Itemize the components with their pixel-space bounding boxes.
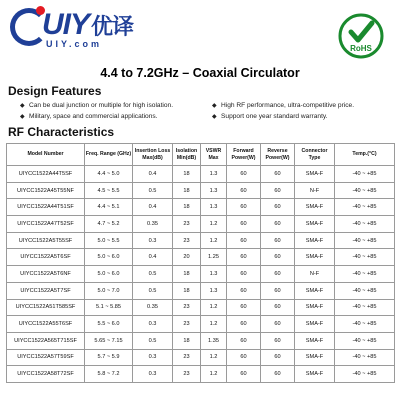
cell-vswr: 1.2	[201, 349, 227, 366]
feature-item: ◆ Can be dual junction or multiple for high isolation.	[20, 100, 173, 112]
cell-temp: -40 ~ +85	[335, 332, 395, 349]
cell-connector: SMA-F	[295, 249, 335, 266]
logo-wordmark: UIY优译	[42, 8, 134, 41]
cell-forward-power: 60	[227, 199, 261, 216]
col-header-connector: Connector Type	[295, 144, 335, 166]
cell-insertion-loss: 0.3	[133, 316, 173, 333]
cell-freq: 5.0 ~ 6.0	[85, 249, 133, 266]
cell-forward-power: 60	[227, 299, 261, 316]
cell-insertion-loss: 0.5	[133, 332, 173, 349]
cell-freq: 5.0 ~ 5.5	[85, 232, 133, 249]
feature-item: ◆ Military, space and commercial applications.	[20, 111, 158, 123]
cell-model: UIYCC1522A45T55NF	[7, 182, 85, 199]
page-header	[0, 0, 400, 55]
cell-freq: 5.1 ~ 5.85	[85, 299, 133, 316]
cell-connector: SMA-F	[295, 349, 335, 366]
cell-freq: 4.7 ~ 5.2	[85, 216, 133, 233]
table-row	[7, 316, 395, 333]
cell-forward-power: 60	[227, 249, 261, 266]
cell-connector: SMA-F	[295, 232, 335, 249]
cell-reverse-power: 60	[261, 182, 295, 199]
diamond-bullet-icon: ◆	[20, 114, 25, 120]
feature-item: ◆ Support one year standard warranty.	[212, 111, 328, 123]
cell-forward-power: 60	[227, 282, 261, 299]
cell-connector: SMA-F	[295, 332, 335, 349]
rohs-badge-icon	[337, 12, 385, 60]
rf-characteristics-heading: RF Characteristics	[8, 125, 115, 139]
cell-model: UIYCC1522A55T6SF	[7, 316, 85, 333]
cell-connector: SMA-F	[295, 282, 335, 299]
cell-insertion-loss: 0.4	[133, 166, 173, 183]
table-row	[7, 332, 395, 349]
cell-model: UIYCC1522A5T55SF	[7, 232, 85, 249]
col-header-vswr: VSWR Max	[201, 144, 227, 166]
cell-connector: SMA-F	[295, 366, 335, 383]
cell-reverse-power: 60	[261, 232, 295, 249]
cell-reverse-power: 60	[261, 249, 295, 266]
cell-reverse-power: 60	[261, 332, 295, 349]
cell-temp: -40 ~ +85	[335, 199, 395, 216]
cell-vswr: 1.35	[201, 332, 227, 349]
cell-reverse-power: 60	[261, 299, 295, 316]
cell-forward-power: 60	[227, 316, 261, 333]
cell-model: UIYCC1522A58T72SF	[7, 366, 85, 383]
cell-reverse-power: 60	[261, 349, 295, 366]
cell-freq: 5.8 ~ 7.2	[85, 366, 133, 383]
cell-freq: 4.4 ~ 5.1	[85, 199, 133, 216]
cell-vswr: 1.3	[201, 166, 227, 183]
cell-insertion-loss: 0.35	[133, 216, 173, 233]
cell-insertion-loss: 0.5	[133, 182, 173, 199]
cell-insertion-loss: 0.3	[133, 232, 173, 249]
cell-model: UIYCC1522A57T59SF	[7, 349, 85, 366]
cell-isolation: 23	[173, 232, 201, 249]
cell-reverse-power: 60	[261, 282, 295, 299]
cell-isolation: 18	[173, 199, 201, 216]
cell-insertion-loss: 0.4	[133, 249, 173, 266]
cell-reverse-power: 60	[261, 199, 295, 216]
cell-isolation: 18	[173, 266, 201, 283]
cell-connector: N-F	[295, 266, 335, 283]
cell-freq: 5.0 ~ 7.0	[85, 282, 133, 299]
col-header-reverse-power: Reverse Power(W)	[261, 144, 295, 166]
cell-isolation: 23	[173, 366, 201, 383]
cell-reverse-power: 60	[261, 216, 295, 233]
rf-characteristics-table-container	[6, 143, 394, 383]
cell-temp: -40 ~ +85	[335, 349, 395, 366]
cell-vswr: 1.2	[201, 299, 227, 316]
cell-freq: 5.0 ~ 6.0	[85, 266, 133, 283]
cell-temp: -40 ~ +85	[335, 232, 395, 249]
cell-temp: -40 ~ +85	[335, 282, 395, 299]
col-header-forward-power: Forward Power(W)	[227, 144, 261, 166]
cell-temp: -40 ~ +85	[335, 216, 395, 233]
cell-temp: -40 ~ +85	[335, 316, 395, 333]
cell-temp: -40 ~ +85	[335, 249, 395, 266]
cell-insertion-loss: 0.3	[133, 349, 173, 366]
diamond-bullet-icon: ◆	[212, 114, 217, 120]
cell-insertion-loss: 0.5	[133, 266, 173, 283]
cell-freq: 5.65 ~ 7.15	[85, 332, 133, 349]
cell-vswr: 1.2	[201, 366, 227, 383]
cell-insertion-loss: 0.3	[133, 366, 173, 383]
cell-isolation: 18	[173, 282, 201, 299]
logo-subtext: UIY.com	[46, 39, 103, 49]
cell-isolation: 18	[173, 166, 201, 183]
table-row	[7, 199, 395, 216]
cell-model: UIYCC1522A5T6SF	[7, 249, 85, 266]
design-features-heading: Design Features	[8, 84, 102, 98]
cell-connector: SMA-F	[295, 199, 335, 216]
table-row	[7, 182, 395, 199]
col-header-insertion-loss: Insertion Loss Max(dB)	[133, 144, 173, 166]
company-logo	[6, 2, 156, 54]
table-row	[7, 366, 395, 383]
table-row	[7, 232, 395, 249]
cell-model: UIYCC1522A565T715SF	[7, 332, 85, 349]
cell-connector: SMA-F	[295, 216, 335, 233]
cell-isolation: 23	[173, 349, 201, 366]
cell-connector: SMA-F	[295, 299, 335, 316]
cell-temp: -40 ~ +85	[335, 299, 395, 316]
cell-reverse-power: 60	[261, 166, 295, 183]
cell-connector: SMA-F	[295, 316, 335, 333]
table-row	[7, 299, 395, 316]
col-header-freq: Freq. Range (GHz)	[85, 144, 133, 166]
cell-model: UIYCC1522A44T5SF	[7, 166, 85, 183]
cell-vswr: 1.25	[201, 249, 227, 266]
cell-temp: -40 ~ +85	[335, 366, 395, 383]
table-row	[7, 166, 395, 183]
cell-freq: 4.4 ~ 5.0	[85, 166, 133, 183]
table-row	[7, 282, 395, 299]
cell-connector: SMA-F	[295, 166, 335, 183]
col-header-isolation: Isolation Min(dB)	[173, 144, 201, 166]
rohs-label: RoHS	[350, 44, 372, 53]
diamond-bullet-icon: ◆	[212, 103, 217, 109]
cell-model: UIYCC1522A5T6NF	[7, 266, 85, 283]
cell-forward-power: 60	[227, 166, 261, 183]
cell-forward-power: 60	[227, 366, 261, 383]
cell-forward-power: 60	[227, 332, 261, 349]
cell-forward-power: 60	[227, 349, 261, 366]
cell-temp: -40 ~ +85	[335, 266, 395, 283]
cell-insertion-loss: 0.4	[133, 199, 173, 216]
cell-isolation: 23	[173, 216, 201, 233]
cell-temp: -40 ~ +85	[335, 166, 395, 183]
cell-insertion-loss: 0.5	[133, 282, 173, 299]
cell-connector: N-F	[295, 182, 335, 199]
cell-model: UIYCC1522A5T7SF	[7, 282, 85, 299]
cell-freq: 5.7 ~ 5.9	[85, 349, 133, 366]
page-title: 4.4 to 7.2GHz – Coaxial Circulator	[100, 66, 300, 80]
feature-item: ◆ High RF performance, ultra-competitive price.	[212, 100, 354, 112]
cell-reverse-power: 60	[261, 266, 295, 283]
cell-vswr: 1.3	[201, 199, 227, 216]
table-row	[7, 249, 395, 266]
cell-isolation: 20	[173, 249, 201, 266]
table-row	[7, 349, 395, 366]
cell-model: UIYCC1522A51T585SF	[7, 299, 85, 316]
cell-model: UIYCC1522A44T51SF	[7, 199, 85, 216]
cell-model: UIYCC1522A47T52SF	[7, 216, 85, 233]
cell-isolation: 23	[173, 299, 201, 316]
table-body	[7, 166, 395, 383]
col-header-temp: Temp.(°C)	[335, 144, 395, 166]
cell-freq: 4.5 ~ 5.5	[85, 182, 133, 199]
diamond-bullet-icon: ◆	[20, 103, 25, 109]
cell-vswr: 1.2	[201, 316, 227, 333]
cell-isolation: 18	[173, 182, 201, 199]
cell-vswr: 1.3	[201, 266, 227, 283]
col-header-model: Model Number	[7, 144, 85, 166]
table-header-row	[7, 144, 395, 166]
table-row	[7, 216, 395, 233]
cell-vswr: 1.2	[201, 232, 227, 249]
table-row	[7, 266, 395, 283]
rf-characteristics-table	[6, 143, 395, 383]
cell-forward-power: 60	[227, 266, 261, 283]
cell-vswr: 1.3	[201, 282, 227, 299]
cell-temp: -40 ~ +85	[335, 182, 395, 199]
cell-reverse-power: 60	[261, 366, 295, 383]
cell-isolation: 18	[173, 332, 201, 349]
cell-forward-power: 60	[227, 232, 261, 249]
logo-cn-text: 优译	[91, 14, 134, 39]
cell-freq: 5.5 ~ 6.0	[85, 316, 133, 333]
cell-forward-power: 60	[227, 216, 261, 233]
cell-vswr: 1.2	[201, 216, 227, 233]
cell-insertion-loss: 0.35	[133, 299, 173, 316]
cell-forward-power: 60	[227, 182, 261, 199]
cell-vswr: 1.3	[201, 182, 227, 199]
cell-isolation: 23	[173, 316, 201, 333]
cell-reverse-power: 60	[261, 316, 295, 333]
